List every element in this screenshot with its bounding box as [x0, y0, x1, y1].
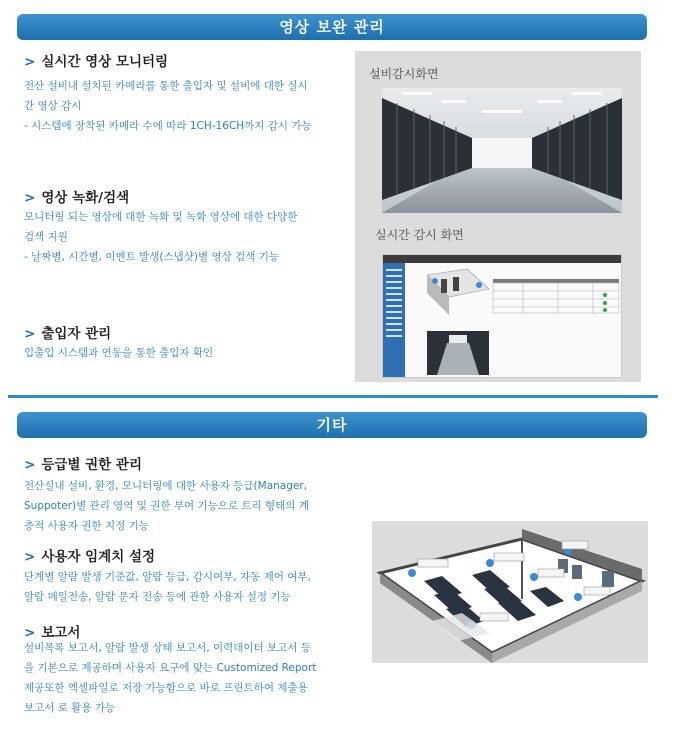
monitor-screens-panel	[355, 51, 641, 382]
heading-visitor-management: > 출입자 관리	[24, 326, 112, 342]
server-room-photo	[382, 88, 622, 213]
section-title: 영상 보완 관리	[279, 18, 385, 36]
desc-realtime-monitoring: 전산 설비내 설치된 카메라를 통한 출입자 및 설비에 대한 실시 간 영상 감시 - 시스템에 장착된 카메라 수에 따라 1CH-16CH까지 감시 가능	[24, 80, 312, 132]
desc-threshold-settings: 단계별 알람 발생 기준값, 알람 등급, 감시여부, 자동 제어 여부, 알람 메일전송, 알람 문자 전송 등에 관한 사용자 설정 기능	[24, 571, 311, 603]
realtime-monitor-screenshot	[382, 254, 622, 378]
desc-role-permissions: 전산실내 설비, 환경, 모니터링에 대한 사용자 등급(Manager, Suppoter)별 관리 영역 및 권한 부여 기능으로 트리 형태의 계 층적 사용자 권한 지정 기능	[24, 480, 309, 532]
heading-recording-search: > 영상 녹화/검색	[24, 190, 130, 206]
heading-threshold-settings: > 사용자 임계치 설정	[24, 549, 156, 565]
desc-recording-search: 모니터링 되는 영상에 대한 녹화 및 녹화 영상에 대한 다양한 검색 지원 - 날짜별, 시간별, 이벤트 발생(스냅샷)별 영상 검색 기능	[24, 211, 298, 263]
section-title-bar	[17, 412, 647, 438]
arrow-icon: >	[24, 54, 36, 70]
arrow-icon: >	[24, 190, 36, 206]
desc-reports: 설비목록 보고서, 알람 발생 상태 보고서, 이력데이터 보고서 등 을 기본으로 제공하며 사용자 요구에 맞는 Customized Report 제공또한 엑셀파일로 저장 가능함으로 바로 프린트하여 제출용 보고서 로 활용 가능	[24, 642, 317, 714]
caption-realtime-view: 실시간 감시 화면	[375, 228, 464, 242]
heading-role-permissions: > 등급별 권한 관리	[24, 457, 142, 473]
arrow-icon: >	[24, 549, 36, 565]
arrow-icon: >	[24, 326, 36, 342]
heading-realtime-monitoring: > 실시간 영상 모니터링	[24, 54, 169, 70]
floor-plan-image	[372, 521, 648, 663]
desc-visitor-management: 입출입 시스템과 연동을 통한 출입자 확인	[24, 347, 214, 359]
caption-facility-monitor: 설비감시화면	[369, 67, 439, 81]
section-title: 기타	[316, 416, 348, 434]
heading-reports: > 보고서	[24, 625, 81, 641]
arrow-icon: >	[24, 457, 36, 473]
arrow-icon: >	[24, 625, 36, 641]
section-title-bar	[17, 14, 647, 40]
section-divider	[8, 395, 658, 398]
